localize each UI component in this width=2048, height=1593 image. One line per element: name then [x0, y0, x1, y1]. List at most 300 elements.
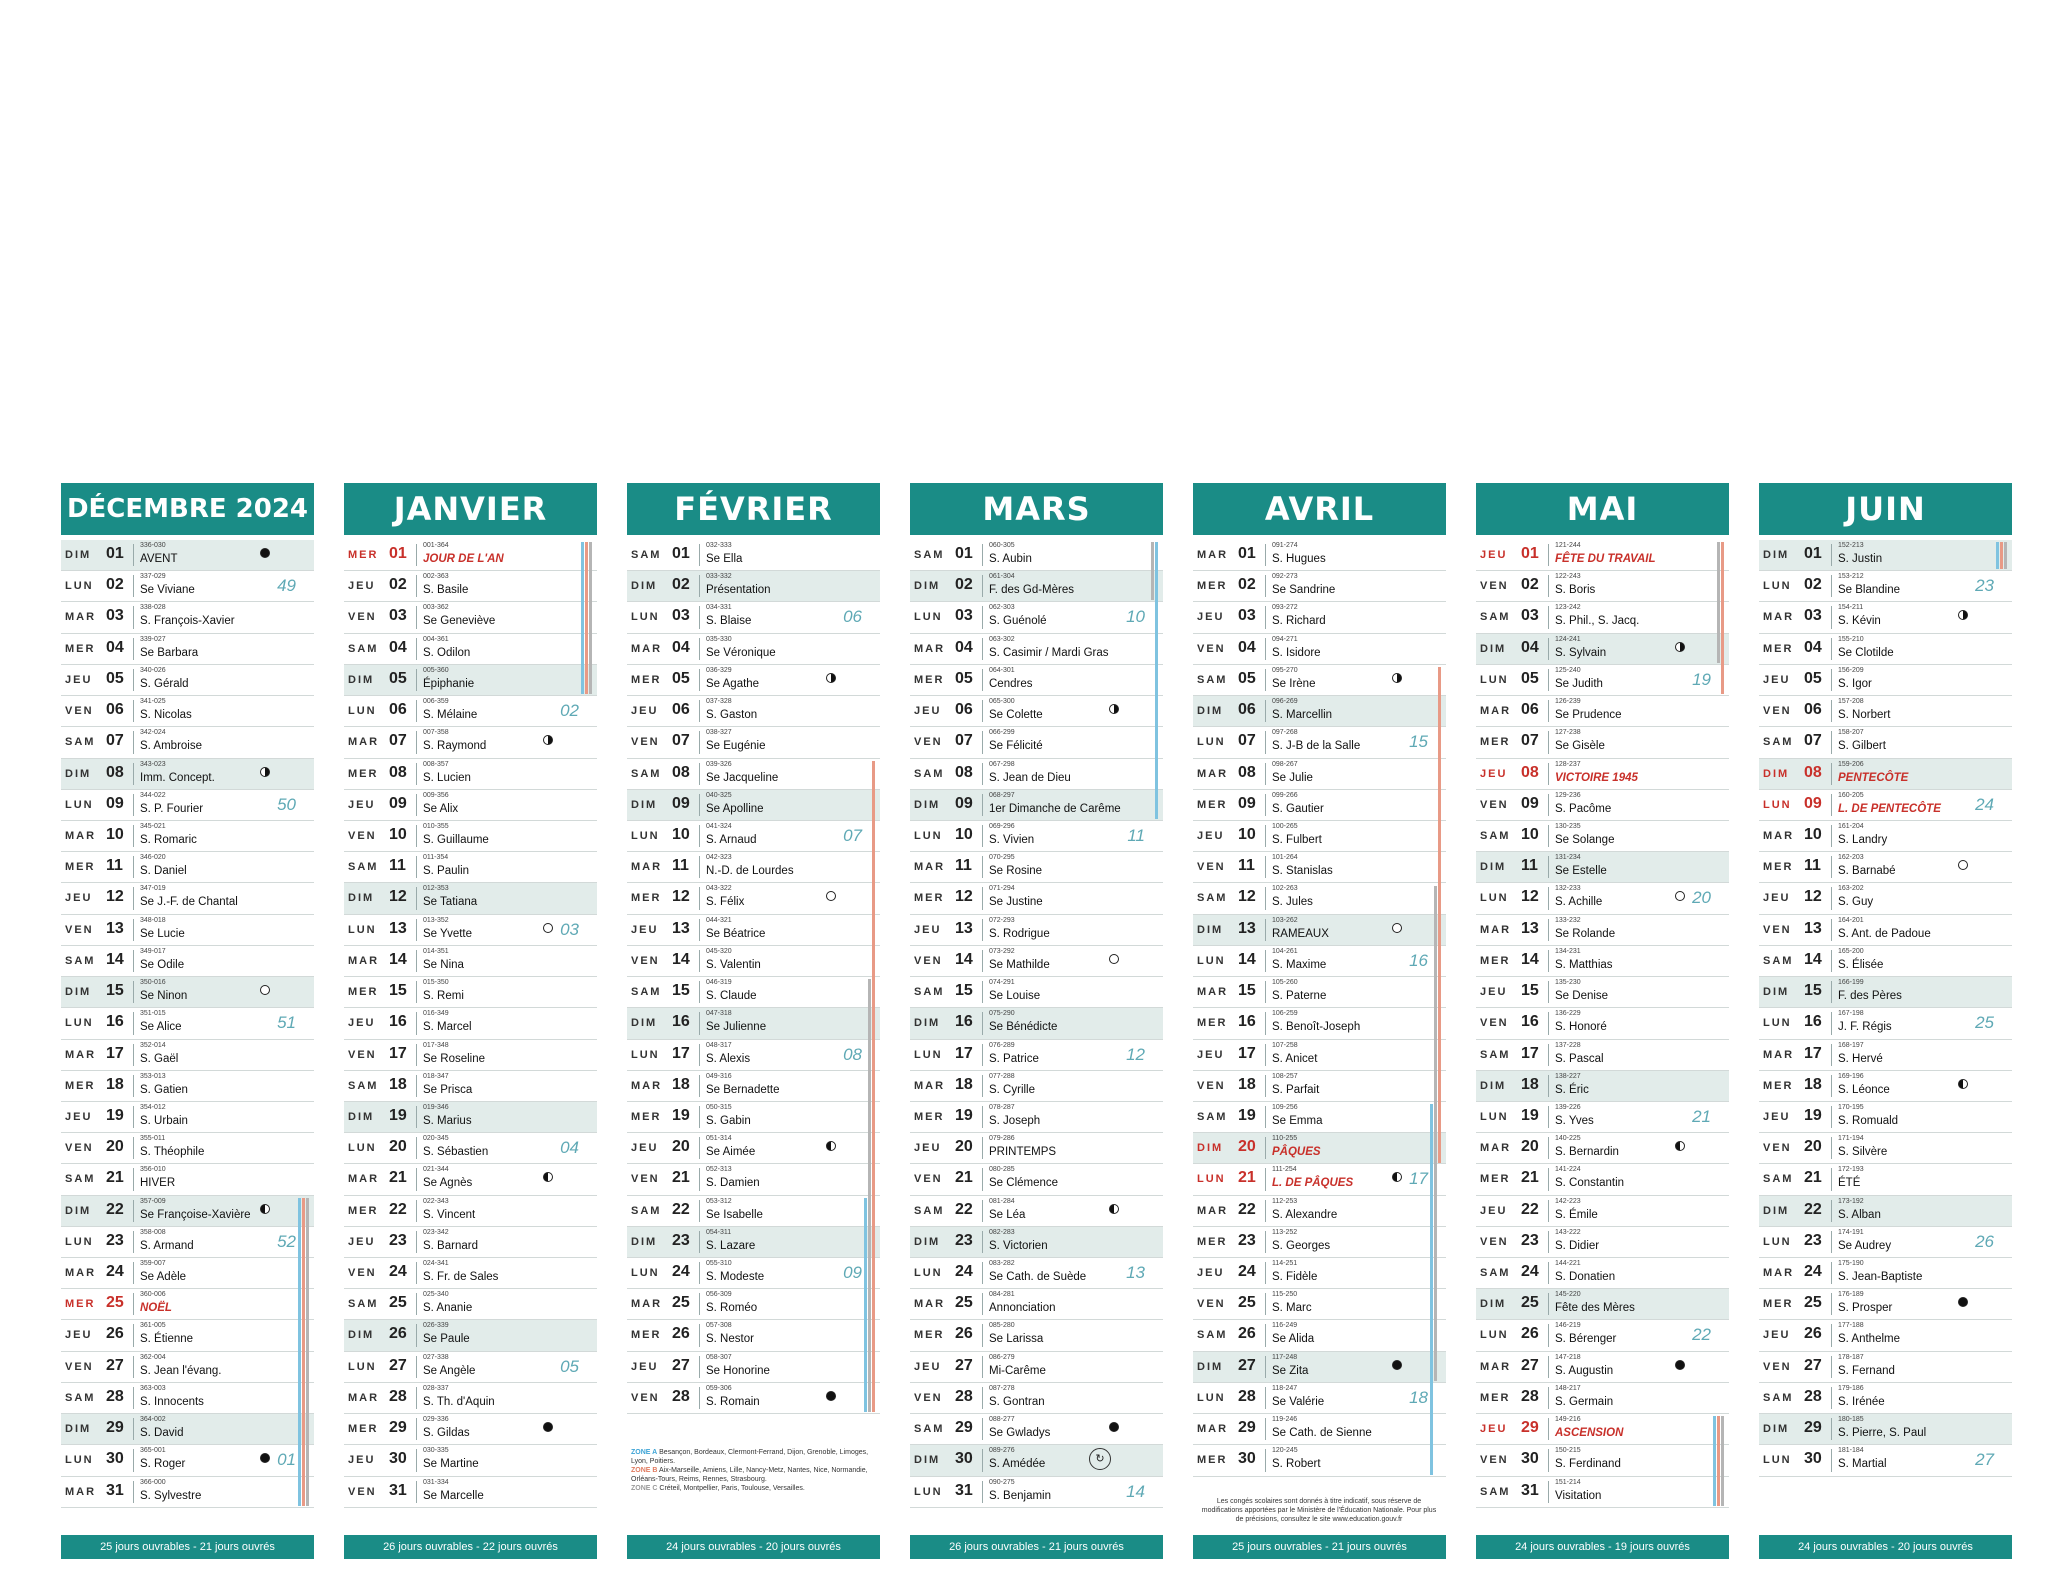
day-row — [1193, 571, 1446, 602]
day-number: 15 — [672, 982, 690, 1000]
row-separator — [1548, 1387, 1549, 1409]
day-of-week: JEU — [1197, 1267, 1225, 1280]
day-row — [1476, 946, 1729, 977]
day-number: 12 — [106, 888, 124, 906]
day-of-week: LUN — [914, 1048, 943, 1061]
day-row — [627, 696, 880, 727]
row-separator — [699, 950, 700, 972]
month-footer: 24 jours ouvrables - 19 jours ouvrés — [1476, 1535, 1729, 1559]
day-of-week: VEN — [65, 705, 94, 718]
day-number: 17 — [955, 1044, 973, 1062]
day-code: 353-013 — [140, 1072, 166, 1080]
day-code: 095-270 — [1272, 666, 1298, 674]
day-of-week: SAM — [631, 767, 662, 780]
day-row — [1476, 634, 1729, 665]
saint-name: FÊTE DU TRAVAIL — [1555, 553, 1656, 565]
first-moon-icon — [1675, 642, 1685, 652]
day-of-week: MAR — [1763, 611, 1795, 624]
day-of-week: DIM — [1480, 861, 1507, 874]
saint-name: Se Clotilde — [1838, 646, 1894, 659]
day-code: 086-279 — [989, 1353, 1015, 1361]
day-number: 11 — [1521, 857, 1538, 875]
day-number: 20 — [1804, 1138, 1822, 1156]
day-of-week: VEN — [1480, 580, 1509, 593]
row-separator — [1831, 1418, 1832, 1440]
row-separator — [1548, 544, 1549, 566]
day-number: 19 — [1521, 1106, 1539, 1124]
day-number: 28 — [1521, 1387, 1539, 1405]
day-row — [1476, 1477, 1729, 1508]
day-number: 11 — [955, 857, 972, 875]
day-number: 08 — [1521, 763, 1539, 781]
day-of-week: SAM — [1480, 1485, 1511, 1498]
day-of-week: MER — [1197, 1454, 1228, 1467]
day-of-week: SAM — [65, 954, 96, 967]
saint-name: Se Alida — [1272, 1333, 1315, 1346]
row-separator — [1831, 1387, 1832, 1409]
zone-academies: Créteil, Montpellier, Paris, Toulouse, Versailles. — [659, 1485, 805, 1492]
day-code: 107-258 — [1272, 1041, 1298, 1049]
day-number: 31 — [955, 1481, 973, 1499]
day-code: 084-281 — [989, 1291, 1015, 1299]
saint-name: S. Ferdinand — [1555, 1458, 1621, 1471]
row-separator — [133, 1356, 134, 1378]
day-code: 007-358 — [423, 729, 449, 737]
day-number: 13 — [106, 919, 124, 937]
saint-name: Se Bernadette — [706, 1083, 780, 1096]
day-code: 012-353 — [423, 885, 449, 893]
day-of-week: MER — [914, 673, 945, 686]
day-code: 068-297 — [989, 791, 1015, 799]
day-row — [61, 1477, 314, 1508]
row-separator — [1831, 606, 1832, 628]
day-row — [61, 883, 314, 914]
saint-name: S. Ant. de Padoue — [1838, 927, 1931, 940]
day-row — [61, 1414, 314, 1445]
day-number: 20 — [955, 1138, 973, 1156]
day-number: 20 — [1238, 1138, 1256, 1156]
day-number: 07 — [672, 732, 690, 750]
day-code: 054-311 — [706, 1228, 732, 1236]
day-row — [61, 977, 314, 1008]
day-of-week: MER — [914, 1110, 945, 1123]
row-separator — [1548, 1200, 1549, 1222]
day-code: 079-286 — [989, 1135, 1015, 1143]
day-number: 25 — [106, 1294, 124, 1312]
day-code: 151-214 — [1555, 1478, 1581, 1486]
day-number: 29 — [389, 1419, 407, 1437]
day-code: 150-215 — [1555, 1447, 1581, 1455]
saint-name: Se Paule — [423, 1333, 470, 1346]
day-row — [61, 946, 314, 977]
row-separator — [1548, 606, 1549, 628]
day-of-week: VEN — [914, 954, 943, 967]
day-of-week: LUN — [1763, 1454, 1792, 1467]
day-of-week: MAR — [914, 642, 946, 655]
day-of-week: DIM — [631, 798, 658, 811]
week-number: 06 — [843, 607, 862, 627]
day-row — [61, 602, 314, 633]
day-row — [344, 1383, 597, 1414]
row-separator — [1831, 887, 1832, 909]
saint-name: Se Ella — [706, 553, 743, 565]
saint-name: S. Jules — [1272, 896, 1313, 909]
day-number: 26 — [389, 1325, 407, 1343]
row-separator — [133, 1168, 134, 1190]
day-row — [910, 1352, 1163, 1383]
saint-name: S. Sébastien — [423, 1146, 489, 1159]
day-number: 11 — [389, 857, 406, 875]
day-of-week: MAR — [631, 1298, 663, 1311]
day-of-week: JEU — [1197, 611, 1225, 624]
day-of-week: JEU — [65, 1329, 93, 1342]
day-code: 168-197 — [1838, 1041, 1864, 1049]
day-number: 17 — [1804, 1044, 1822, 1062]
day-of-week: SAM — [631, 549, 662, 561]
school-holiday-bar — [1721, 542, 1724, 694]
saint-name: S. P. Fourier — [140, 802, 204, 815]
day-row — [1193, 1352, 1446, 1383]
day-number: 30 — [106, 1450, 124, 1468]
day-of-week: VEN — [1197, 1298, 1226, 1311]
saint-name: S. Cyrille — [989, 1083, 1036, 1096]
day-of-week: SAM — [65, 1391, 96, 1404]
row-separator — [416, 1231, 417, 1253]
row-separator — [1265, 575, 1266, 597]
day-row — [1759, 1258, 2012, 1289]
row-separator — [416, 794, 417, 816]
row-separator — [699, 887, 700, 909]
week-number: 08 — [843, 1044, 862, 1064]
day-of-week: MER — [631, 673, 662, 686]
day-code: 076-289 — [989, 1041, 1015, 1049]
day-number: 07 — [955, 732, 973, 750]
row-separator — [699, 794, 700, 816]
day-of-week: JEU — [1763, 673, 1791, 686]
day-code: 341-025 — [140, 698, 166, 706]
day-row — [1759, 571, 2012, 602]
row-separator — [1548, 1324, 1549, 1346]
day-number: 01 — [1521, 545, 1539, 562]
saint-name: S. Alban — [1838, 1208, 1881, 1221]
row-separator — [133, 575, 134, 597]
day-of-week: SAM — [348, 1079, 379, 1092]
saint-name: S. Étienne — [140, 1333, 194, 1346]
day-row — [910, 790, 1163, 821]
row-separator — [1548, 1044, 1549, 1066]
saint-name: Se Félicité — [989, 740, 1043, 753]
full-moon-icon — [1675, 891, 1685, 901]
row-separator — [1265, 669, 1266, 691]
day-code: 053-312 — [706, 1197, 732, 1205]
week-number: 20 — [1692, 888, 1711, 908]
day-code: 039-326 — [706, 760, 732, 768]
row-separator — [1265, 1075, 1266, 1097]
day-code: 036-329 — [706, 666, 732, 674]
row-separator — [982, 1012, 983, 1034]
day-code: 052-313 — [706, 1166, 732, 1174]
day-number: 16 — [672, 1013, 690, 1031]
day-of-week: MER — [914, 1329, 945, 1342]
day-row — [627, 1383, 880, 1414]
day-code: 071-294 — [989, 885, 1015, 893]
day-of-week: LUN — [65, 1017, 94, 1030]
row-separator — [982, 950, 983, 972]
row-separator — [133, 544, 134, 566]
saint-name: S. Gildas — [423, 1427, 470, 1440]
day-number: 13 — [1521, 919, 1539, 937]
week-number: 26 — [1975, 1231, 1994, 1251]
day-of-week: JEU — [348, 1017, 376, 1030]
day-number: 18 — [955, 1075, 973, 1093]
day-of-week: MAR — [1197, 1423, 1229, 1436]
day-number: 14 — [955, 950, 973, 968]
day-code: 097-268 — [1272, 729, 1298, 737]
day-of-week: MAR — [65, 1485, 97, 1498]
row-separator — [982, 700, 983, 722]
day-row — [1476, 1196, 1729, 1227]
row-separator — [982, 825, 983, 847]
saint-name: S. Anicet — [1272, 1052, 1318, 1065]
day-number: 22 — [1804, 1200, 1822, 1218]
day-code: 357-009 — [140, 1197, 166, 1205]
day-code: 043-322 — [706, 885, 732, 893]
day-code: 339-027 — [140, 635, 166, 643]
day-row — [344, 1414, 597, 1445]
day-of-week: MAR — [1763, 1048, 1795, 1061]
day-of-week: JEU — [631, 1142, 659, 1155]
day-row — [1759, 946, 2012, 977]
month-title: JUIN — [1759, 483, 2012, 535]
day-list — [910, 535, 1163, 1508]
week-number: 15 — [1409, 732, 1428, 752]
day-row — [1476, 1133, 1729, 1164]
row-separator — [416, 1262, 417, 1284]
saint-name: S. Guy — [1838, 896, 1874, 909]
day-code: 126-239 — [1555, 698, 1581, 706]
day-of-week: MAR — [914, 1079, 946, 1092]
day-row — [344, 915, 597, 946]
day-row — [910, 1196, 1163, 1227]
row-separator — [982, 1262, 983, 1284]
day-row — [910, 821, 1163, 852]
saint-name: S. Guillaume — [423, 833, 489, 846]
day-number: 22 — [106, 1200, 124, 1218]
week-number: 01 — [277, 1450, 296, 1470]
day-number: 13 — [389, 919, 407, 937]
day-row — [1193, 1227, 1446, 1258]
day-number: 10 — [389, 825, 407, 843]
day-number: 08 — [672, 763, 690, 781]
day-number: 05 — [955, 669, 973, 687]
day-of-week: SAM — [348, 1298, 379, 1311]
day-of-week: SAM — [1480, 1048, 1511, 1061]
day-number: 10 — [1804, 825, 1822, 843]
saint-name: Se Agathe — [706, 677, 760, 690]
day-of-week: VEN — [348, 1048, 377, 1061]
day-number: 24 — [672, 1263, 690, 1281]
day-of-week: DIM — [1197, 923, 1224, 936]
day-of-week: DIM — [631, 580, 658, 593]
day-row — [1476, 1383, 1729, 1414]
day-code: 148-217 — [1555, 1384, 1581, 1392]
row-separator — [1265, 856, 1266, 878]
day-number: 12 — [1521, 888, 1539, 906]
saint-name: Se Aimée — [706, 1146, 756, 1159]
day-number: 14 — [1804, 950, 1822, 968]
day-of-week: MER — [1197, 1235, 1228, 1248]
saint-name: Se Viviane — [140, 584, 195, 597]
day-number: 09 — [389, 794, 407, 812]
day-code: 342-024 — [140, 729, 166, 737]
saint-name: S. Blaise — [706, 615, 752, 628]
day-of-week: JEU — [631, 923, 659, 936]
saint-name: S. Romain — [706, 1395, 760, 1408]
saint-name: S. Achille — [1555, 896, 1603, 909]
saint-name: S. Hugues — [1272, 553, 1326, 565]
row-separator — [416, 1075, 417, 1097]
day-row — [1193, 1414, 1446, 1445]
row-separator — [1548, 1106, 1549, 1128]
day-row — [1759, 759, 2012, 790]
week-number: 05 — [560, 1356, 579, 1376]
day-code: 073-292 — [989, 947, 1015, 955]
new-moon-icon — [1392, 1360, 1402, 1370]
saint-name: S. Th. d'Aquin — [423, 1395, 495, 1408]
day-of-week: DIM — [65, 1204, 92, 1217]
day-number: 19 — [389, 1106, 407, 1124]
day-code: 103-262 — [1272, 916, 1298, 924]
day-number: 09 — [955, 794, 973, 812]
row-separator — [1831, 638, 1832, 660]
day-number: 01 — [1238, 545, 1256, 562]
row-separator — [699, 1137, 700, 1159]
day-row — [1193, 540, 1446, 571]
saint-name: Se Mathilde — [989, 958, 1050, 971]
day-of-week: VEN — [914, 1391, 943, 1404]
row-separator — [133, 638, 134, 660]
saint-name: S. Yves — [1555, 1114, 1594, 1127]
zone-label: ZONE A — [631, 1449, 658, 1456]
saint-name: F. des Gd-Mères — [989, 584, 1074, 597]
day-of-week: MER — [65, 861, 96, 874]
row-separator — [1265, 825, 1266, 847]
month-title: MAI — [1476, 483, 1729, 535]
day-row — [1193, 1071, 1446, 1102]
day-of-week: MER — [631, 1329, 662, 1342]
day-code: 153-212 — [1838, 573, 1864, 581]
day-number: 03 — [1521, 607, 1539, 625]
month-footer: 24 jours ouvrables - 20 jours ouvrés — [1759, 1535, 2012, 1559]
saint-name: S. Vincent — [423, 1208, 476, 1221]
day-of-week: MAR — [1763, 1267, 1795, 1280]
day-code: 077-288 — [989, 1072, 1015, 1080]
day-code: 346-020 — [140, 854, 166, 862]
day-number: 05 — [672, 669, 690, 687]
day-code: 016-349 — [423, 1010, 449, 1018]
day-number: 21 — [1521, 1169, 1539, 1187]
day-of-week: VEN — [348, 1485, 377, 1498]
day-number: 20 — [106, 1138, 124, 1156]
day-of-week: SAM — [914, 1423, 945, 1436]
day-code: 177-188 — [1838, 1322, 1864, 1330]
day-number: 11 — [672, 857, 689, 875]
day-row — [910, 1102, 1163, 1133]
saint-name: Se Estelle — [1555, 865, 1607, 878]
day-row — [61, 571, 314, 602]
day-of-week: VEN — [65, 923, 94, 936]
day-of-week: MER — [348, 986, 379, 999]
zone-academies: Besançon, Bordeaux, Clermont-Ferrand, Dijon, Grenoble, Limoges, Lyon, Poitiers. — [631, 1449, 869, 1465]
day-row — [61, 634, 314, 665]
saint-name: S. Phil., S. Jacq. — [1555, 615, 1640, 628]
day-of-week: DIM — [914, 580, 941, 593]
school-holiday-bar — [306, 1198, 309, 1506]
day-row — [1759, 665, 2012, 696]
day-of-week: DIM — [1480, 642, 1507, 655]
day-row — [627, 571, 880, 602]
day-row — [627, 727, 880, 758]
row-separator — [1265, 1449, 1266, 1471]
saint-name: S. Damien — [706, 1177, 760, 1190]
saint-name: Se Jacqueline — [706, 771, 779, 784]
row-separator — [1265, 950, 1266, 972]
day-number: 23 — [1521, 1231, 1539, 1249]
day-number: 05 — [389, 669, 407, 687]
day-of-week: MAR — [348, 736, 380, 749]
saint-name: Se Solange — [1555, 833, 1615, 846]
day-number: 10 — [1238, 825, 1256, 843]
day-code: 175-190 — [1838, 1260, 1864, 1268]
saint-name: S. Éric — [1555, 1083, 1589, 1096]
day-of-week: VEN — [1197, 1079, 1226, 1092]
day-row — [344, 1102, 597, 1133]
saint-name: S. Romuald — [1838, 1114, 1899, 1127]
saint-name: Se Prisca — [423, 1083, 473, 1096]
row-separator — [133, 1137, 134, 1159]
row-separator — [416, 763, 417, 785]
school-holiday-bar — [1438, 667, 1441, 1163]
saint-name: Se Prudence — [1555, 709, 1622, 722]
day-row — [910, 1383, 1163, 1414]
saint-name: S. Vivien — [989, 833, 1035, 846]
first-moon-icon — [260, 767, 270, 777]
row-separator — [982, 638, 983, 660]
day-number: 04 — [106, 638, 124, 656]
day-row — [1759, 1227, 2012, 1258]
saint-name: Se Alice — [140, 1021, 182, 1034]
day-row — [1759, 696, 2012, 727]
day-code: 351-015 — [140, 1010, 166, 1018]
day-of-week: SAM — [1763, 736, 1794, 749]
day-number: 31 — [1521, 1481, 1539, 1499]
day-number: 03 — [955, 607, 973, 625]
day-row — [1759, 1196, 2012, 1227]
day-row — [627, 946, 880, 977]
row-separator — [982, 856, 983, 878]
day-row — [344, 759, 597, 790]
day-code: 041-324 — [706, 822, 732, 830]
day-code: 028-337 — [423, 1384, 449, 1392]
saint-name: Se Gisèle — [1555, 740, 1605, 753]
day-of-week: LUN — [348, 1360, 377, 1373]
day-number: 13 — [1804, 919, 1822, 937]
day-code: 050-315 — [706, 1103, 732, 1111]
day-of-week: DIM — [348, 1110, 375, 1123]
day-number: 02 — [1804, 576, 1822, 594]
day-number: 04 — [1521, 638, 1539, 656]
saint-name: S. Arnaud — [706, 833, 757, 846]
